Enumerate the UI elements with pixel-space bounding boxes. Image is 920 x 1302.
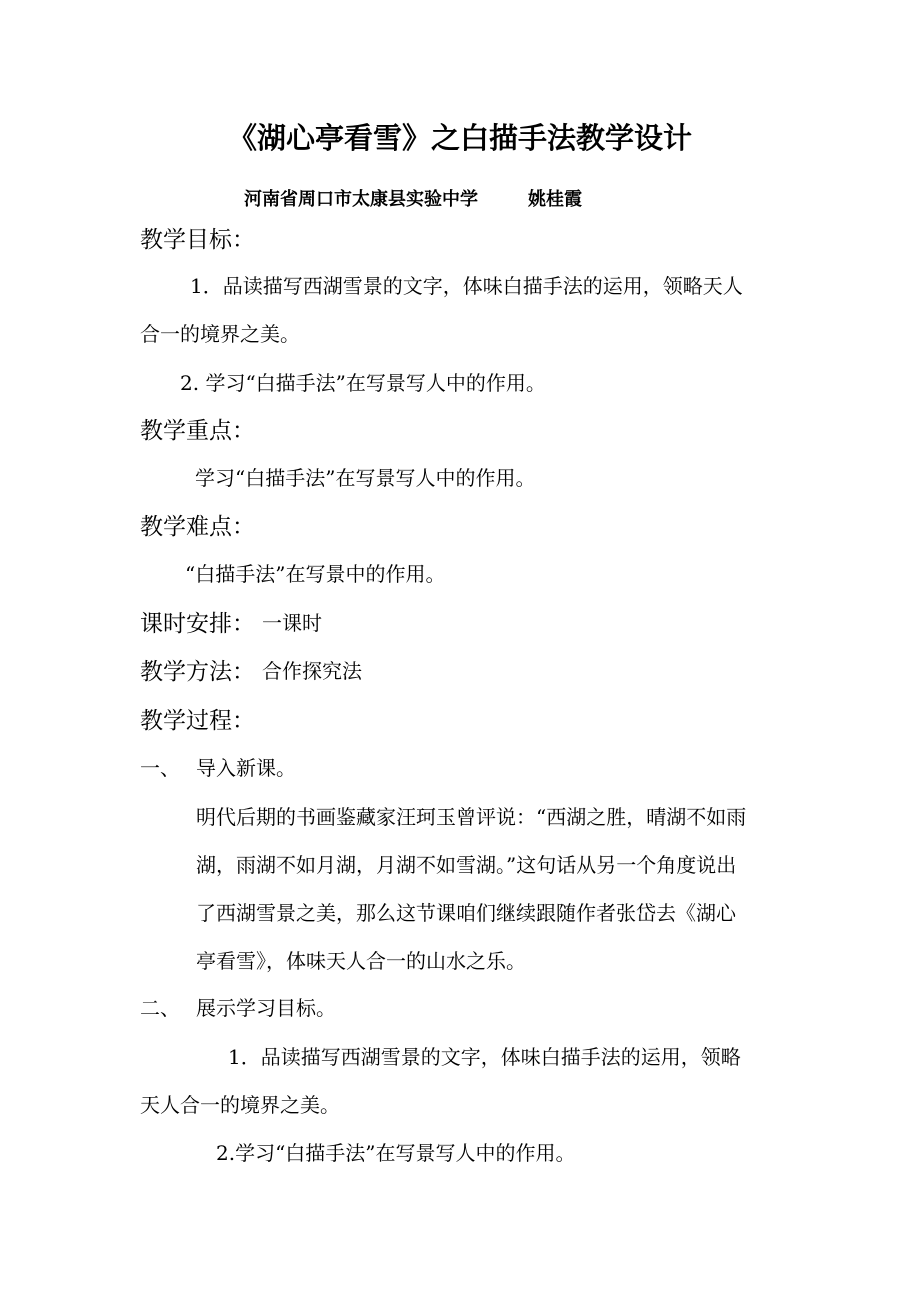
schedule-heading: 课时安排： <box>140 611 255 637</box>
step-2-item-1-line-2: 天人合一的境界之美。 <box>140 1093 340 1117</box>
step-1-line-1: 明代后期的书画鉴藏家汪珂玉曾评说：“西湖之胜，晴湖不如雨 <box>196 805 747 829</box>
step-1-line-2: 湖，雨湖不如月湖，月湖不如雪湖。”这句话从另一个角度说出 <box>196 853 737 877</box>
goals-heading: 教学目标： <box>140 227 255 253</box>
step-1-title: 导入新课。 <box>196 756 296 780</box>
step-2-title: 展示学习目标。 <box>196 996 336 1020</box>
step-2-item-2: 2.学习“白描手法”在写景写人中的作用。 <box>216 1141 576 1165</box>
document-title: 《湖心亭看雪》之白描手法教学设计 <box>227 121 692 155</box>
step-1-number: 一、 <box>140 756 180 780</box>
goal-item-2: 2. 学习“白描手法”在写景写人中的作用。 <box>180 371 546 395</box>
step-2-number: 二、 <box>140 996 180 1020</box>
goal-item-1-line-1: 1．品读描写西湖雪景的文字，体味白描手法的运用，领略天人 <box>190 274 743 298</box>
step-1-line-4: 亭看雪》，体味天人合一的山水之乐。 <box>196 949 526 973</box>
key-points-text: 学习“白描手法”在写景写人中的作用。 <box>195 466 536 490</box>
author-school: 河南省周口市太康县实验中学 <box>244 189 478 210</box>
method-value: 合作探究法 <box>262 659 362 683</box>
step-1-line-3: 了西湖雪景之美，那么这节课咱们继续跟随作者张岱去《湖心 <box>196 901 736 925</box>
difficulties-heading: 教学难点： <box>140 514 255 540</box>
goal-item-1-line-2: 合一的境界之美。 <box>140 322 300 346</box>
difficulties-text: “白描手法”在写景中的作用。 <box>185 562 446 586</box>
method-heading: 教学方法： <box>140 659 255 685</box>
key-points-heading: 教学重点： <box>140 418 255 444</box>
process-heading: 教学过程： <box>140 708 255 734</box>
schedule-value: 一课时 <box>262 611 322 635</box>
author-name: 姚桂霞 <box>528 189 582 210</box>
step-2-item-1-line-1: 1．品读描写西湖雪景的文字，体味白描手法的运用，领略 <box>228 1045 741 1069</box>
